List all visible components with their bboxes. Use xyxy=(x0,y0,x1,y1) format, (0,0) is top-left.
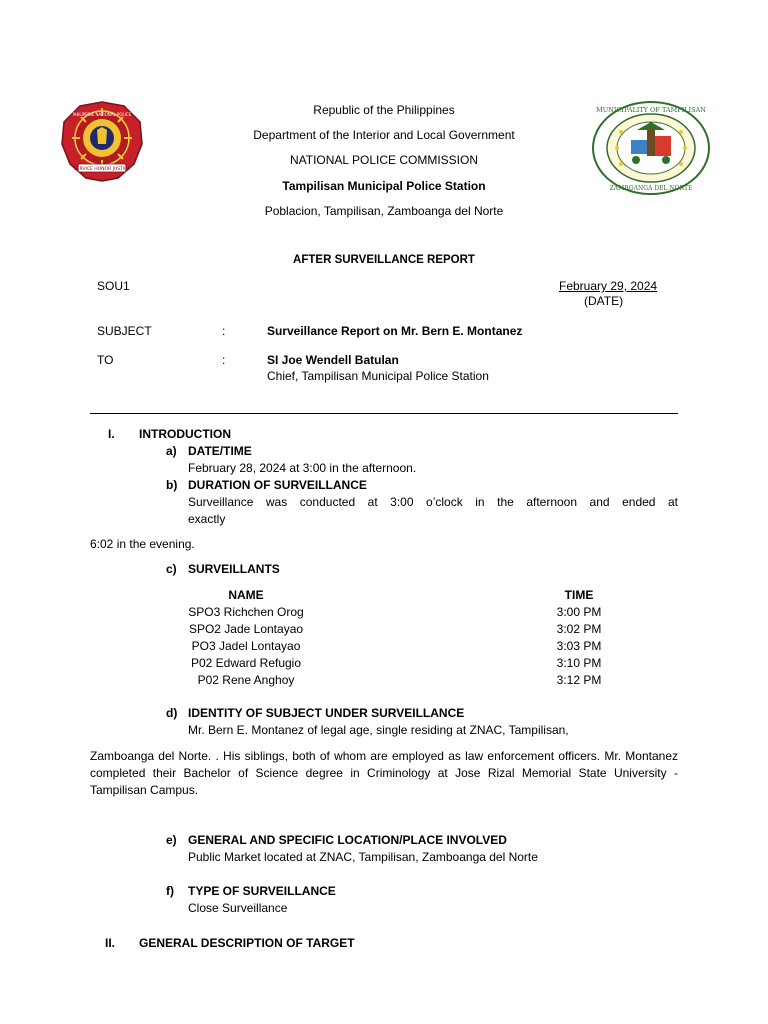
item-e-title: GENERAL AND SPECIFIC LOCATION/PLACE INVOLVED xyxy=(188,833,507,847)
item-b-letter: b) xyxy=(166,478,178,492)
item-b-text-line3: 6:02 in the evening. xyxy=(90,537,195,551)
surveillant-name: P02 Rene Anghoy xyxy=(197,672,295,687)
item-d-text-line1: Mr. Bern E. Montanez of legal age, single residing at ZNAC, Tampilisan, xyxy=(188,723,569,737)
pnp-logo-name: PHILIPPINE NATIONAL POLICE xyxy=(72,112,132,117)
pnp-logo-motto: SERVICE HONOR JUSTICE xyxy=(73,167,131,172)
report-date: February 29, 2024 xyxy=(559,279,658,293)
letterhead-line-station: Tampilisan Municipal Police Station xyxy=(282,179,486,193)
item-a-letter: a) xyxy=(166,444,177,458)
table-row xyxy=(180,620,609,637)
item-d-paragraph: Zamboanga del Norte. . His siblings, both of whom are employed as law enforcement officers. Mr. Montanez completed their Bachelor of Science degree in Criminology at Jose Rizal Memorial State University - Tampilisan Campus. xyxy=(90,749,678,797)
surveillant-time: 3:03 PM xyxy=(556,638,602,653)
report-title: AFTER SURVEILLANCE REPORT xyxy=(293,254,475,266)
table-row xyxy=(180,637,609,654)
item-d-letter: d) xyxy=(166,706,178,720)
section-1-numeral: I. xyxy=(108,427,115,441)
section-1-title: INTRODUCTION xyxy=(139,427,231,441)
reference-code: SOU1 xyxy=(97,279,130,293)
divider-line xyxy=(90,413,678,414)
to-label: TO xyxy=(97,353,114,367)
subject-colon: : xyxy=(222,324,226,338)
surveillant-name: SPO2 Jade Lontayao xyxy=(188,621,304,636)
surveillant-time: 3:00 PM xyxy=(556,604,602,619)
to-colon: : xyxy=(222,353,226,367)
subject-value: Surveillance Report on Mr. Bern E. Montanez xyxy=(267,324,523,338)
seal-title: MUNICIPALITY OF TAMPILISAN xyxy=(596,106,706,114)
column-header-name: NAME xyxy=(228,587,264,602)
item-d-title: IDENTITY OF SUBJECT UNDER SURVEILLANCE xyxy=(188,706,465,720)
item-e-letter: e) xyxy=(166,833,177,847)
section-2-title: GENERAL DESCRIPTION OF TARGET xyxy=(139,936,355,950)
table-row xyxy=(180,671,609,688)
letterhead-line-republic: Republic of the Philippines xyxy=(313,103,455,117)
table-row xyxy=(180,603,609,620)
item-b-title: DURATION OF SURVEILLANCE xyxy=(188,478,367,492)
surveillant-time: 3:02 PM xyxy=(556,621,602,636)
surveillant-name: PO3 Jadel Lontayao xyxy=(191,638,301,653)
letterhead-line-napolcom: NATIONAL POLICE COMMISSION xyxy=(289,153,479,167)
item-a-text: February 28, 2024 at 3:00 in the afternoon. xyxy=(188,461,417,475)
item-a-title: DATE/TIME xyxy=(188,444,252,458)
surveillant-name: P02 Edward Refugio xyxy=(190,655,302,670)
item-e-text: Public Market located at ZNAC, Tampilisan, Zamboanga del Norte xyxy=(188,850,538,864)
subject-label: SUBJECT xyxy=(97,324,152,338)
to-name: SI Joe Wendell Batulan xyxy=(267,353,399,367)
item-c-title: SURVEILLANTS xyxy=(188,562,280,576)
section-2-numeral: II. xyxy=(105,936,116,950)
letterhead-line-address: Poblacion, Tampilisan, Zamboanga del Norte xyxy=(264,204,504,218)
table-row xyxy=(180,654,609,671)
table-header-row xyxy=(180,586,609,603)
date-caption: (DATE) xyxy=(584,294,624,308)
column-header-time: TIME xyxy=(564,587,594,602)
seal-subtitle: ZAMBOANGA DEL NORTE xyxy=(609,185,693,192)
surveillant-time: 3:12 PM xyxy=(556,672,602,687)
surveillant-time: 3:10 PM xyxy=(556,655,602,670)
letterhead-line-dilg: Department of the Interior and Local Government xyxy=(253,128,515,142)
to-position: Chief, Tampilisan Municipal Police Station xyxy=(267,369,489,383)
surveillants-table xyxy=(180,586,609,688)
surveillant-name: SPO3 Richchen Orog xyxy=(188,604,304,619)
item-b-text-line2: exactly xyxy=(188,512,226,526)
item-f-title: TYPE OF SURVEILLANCE xyxy=(188,884,336,898)
item-f-text: Close Surveillance xyxy=(188,901,288,915)
item-c-letter: c) xyxy=(166,562,177,576)
item-b-text-line1: Surveillance was conducted at 3:00 o’clock in the afternoon and ended at xyxy=(188,495,678,509)
item-f-letter: f) xyxy=(166,884,174,898)
